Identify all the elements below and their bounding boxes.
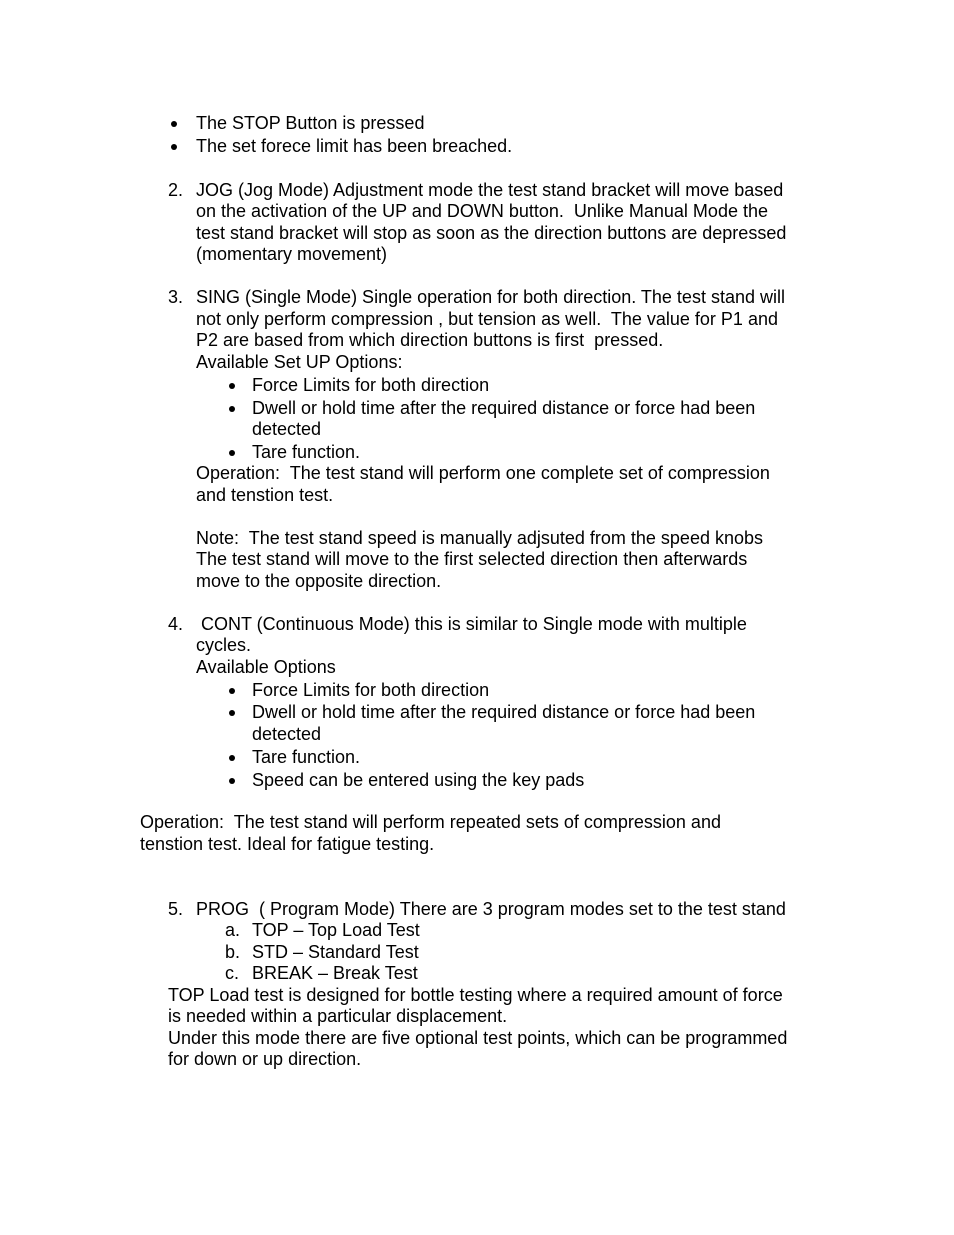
item3-operation-2: and tenstion test.: [196, 485, 334, 505]
item3-note-1: Note: The test stand speed is manually adjsuted from the speed knobs: [196, 528, 763, 548]
item5-sub-a: TOP – Top Load Test: [252, 920, 420, 940]
bullet-icon: [229, 688, 235, 694]
item-number-4: 4.: [168, 614, 184, 634]
item3-line-4: Available Set UP Options:: [196, 352, 403, 372]
item2-line-1: JOG (Jog Mode) Adjustment mode the test stand bracket will move based: [196, 180, 784, 200]
item3-line-3: P2 are based from which direction buttons is first pressed.: [196, 330, 664, 350]
operation-line-2: tenstion test. Ideal for fatigue testing.: [140, 834, 435, 854]
item3-bullet-2-cont: detected: [252, 419, 322, 439]
item5-sub-letter-c: c.: [225, 963, 240, 983]
item4-bullet-2-cont: detected: [252, 724, 322, 744]
item3-line-1: SING (Single Mode) Single operation for both direction. The test stand will: [196, 287, 785, 307]
item4-line-1: CONT (Continuous Mode) this is similar to Single mode with multiple: [196, 614, 747, 634]
item4-bullet-2: Dwell or hold time after the required distance or force had been: [252, 702, 756, 722]
item2-line-2: on the activation of the UP and DOWN button. Unlike Manual Mode the: [196, 201, 768, 221]
item-number-3: 3.: [168, 287, 184, 307]
item5-sub-letter-b: b.: [225, 942, 241, 962]
bullet-icon: [229, 450, 235, 456]
item3-note-3: move to the opposite direction.: [196, 571, 442, 591]
item2-line-3: test stand bracket will stop as soon as the direction buttons are depressed: [196, 223, 787, 243]
item-number-5: 5.: [168, 899, 184, 919]
item5-sub-letter-a: a.: [225, 920, 241, 940]
item3-bullet-2: Dwell or hold time after the required distance or force had been: [252, 398, 756, 418]
item2-line-4: (momentary movement): [196, 244, 388, 264]
item3-operation-1: Operation: The test stand will perform one complete set of compression: [196, 463, 770, 483]
bullet-icon: [229, 406, 235, 412]
operation-line-1: Operation: The test stand will perform repeated sets of compression and: [140, 812, 721, 832]
item3-bullet-1: Force Limits for both direction: [252, 375, 490, 395]
item4-line-2: cycles.: [196, 635, 252, 655]
bullet-icon: [229, 383, 235, 389]
top-bullet-1: The STOP Button is pressed: [196, 113, 425, 133]
bullet-icon: [171, 144, 177, 150]
bullet-icon: [229, 755, 235, 761]
top-bullet-2: The set forece limit has been breached.: [196, 136, 513, 156]
item5-after-4: for down or up direction.: [168, 1049, 362, 1069]
item-number-2: 2.: [168, 180, 184, 200]
item4-bullet-3: Tare function.: [252, 747, 361, 767]
item5-after-3: Under this mode there are five optional test points, which can be programmed: [168, 1028, 788, 1048]
item3-bullet-3: Tare function.: [252, 442, 361, 462]
item5-after-2: is needed within a particular displacement.: [168, 1006, 508, 1026]
item5-after-1: TOP Load test is designed for bottle testing where a required amount of force: [168, 985, 783, 1005]
bullet-icon: [171, 121, 177, 127]
item4-bullet-1: Force Limits for both direction: [252, 680, 490, 700]
item5-line-1: PROG ( Program Mode) There are 3 program modes set to the test stand: [196, 899, 786, 919]
item3-note-2: The test stand will move to the first selected direction then afterwards: [196, 549, 748, 569]
item4-bullet-4: Speed can be entered using the key pads: [252, 770, 585, 790]
item3-line-2: not only perform compression , but tension as well. The value for P1 and: [196, 309, 778, 329]
item5-sub-b: STD – Standard Test: [252, 942, 419, 962]
item5-sub-c: BREAK – Break Test: [252, 963, 418, 983]
bullet-icon: [229, 778, 235, 784]
item4-line-3: Available Options: [196, 657, 336, 677]
bullet-icon: [229, 710, 235, 716]
